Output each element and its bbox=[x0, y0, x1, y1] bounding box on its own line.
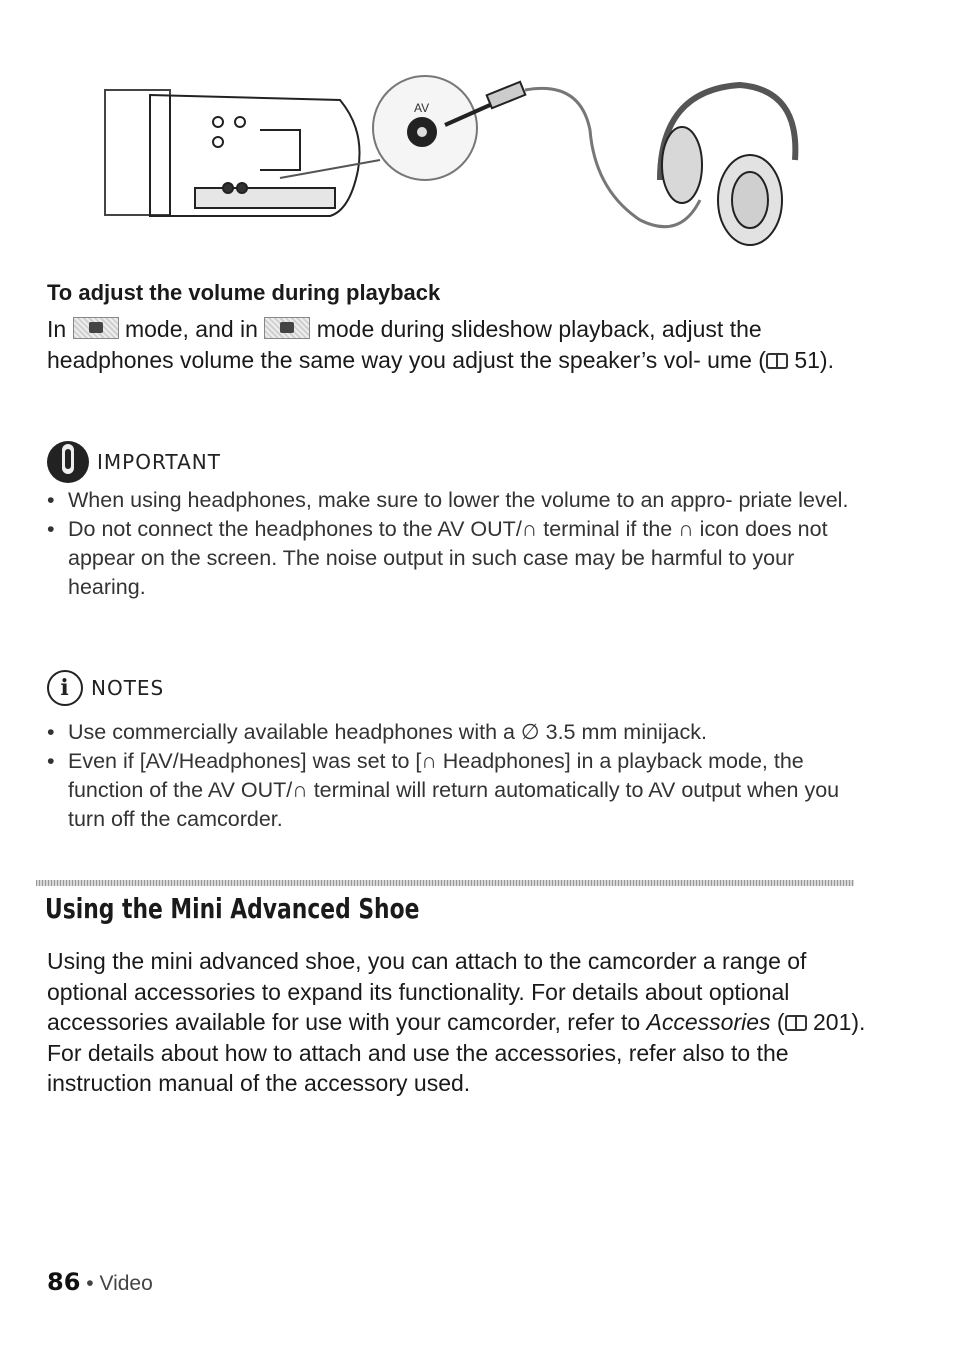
section-body-text-1: Using the mini advanced shoe, you can attach to the camcorder a range of optional accessories to expand its functionality. For details about optional accessories available for use with your camcorder, refer to bbox=[47, 948, 807, 1035]
photo-playback-mode-icon bbox=[264, 317, 310, 339]
av-jack-label: AV bbox=[414, 101, 430, 115]
section-body bbox=[47, 946, 877, 1099]
info-icon: i bbox=[47, 670, 83, 706]
section-title: Using the Mini Advanced Shoe bbox=[45, 892, 420, 925]
important-item: • When using headphones, make sure to lower the volume to an appro- priate level. bbox=[47, 486, 867, 515]
important-item: • Do not connect the headphones to the AV OUT/∩ terminal if the ∩ icon does not appear on the screen. The noise output in such case may be harmful to your hearing. bbox=[47, 515, 867, 602]
notes-item: • Even if [AV/Headphones] was set to [∩ Headphones] in a playback mode, the function of the AV OUT/∩ terminal will return automatically to AV output when you turn off the camcorder. bbox=[47, 747, 867, 834]
notes-list bbox=[47, 718, 867, 834]
paragraph-text-ref: 51). bbox=[787, 346, 834, 373]
accessories-reference: Accessories bbox=[646, 1009, 771, 1035]
important-list bbox=[47, 486, 867, 602]
playback-volume-paragraph bbox=[47, 314, 867, 375]
paragraph-text-in: In bbox=[47, 316, 67, 342]
notes-label: NOTES bbox=[91, 676, 165, 700]
section-body-text-3: 201). For details about how to attach and use the accessories, refer also to the instruction manual of the accessory used. bbox=[47, 1009, 866, 1096]
important-icon bbox=[47, 441, 89, 483]
important-label: IMPORTANT bbox=[97, 450, 221, 474]
book-reference-icon bbox=[766, 353, 788, 369]
section-divider bbox=[36, 880, 854, 886]
page-footer bbox=[47, 1268, 153, 1296]
section-body-text-2: ( bbox=[770, 1009, 785, 1035]
book-reference-icon bbox=[785, 1015, 807, 1031]
paragraph-text-mode1: mode, and in bbox=[118, 316, 265, 342]
notes-item: • Use commercially available headphones with a ∅ 3.5 mm minijack. bbox=[47, 718, 867, 747]
playback-mode-icon bbox=[73, 317, 119, 339]
camcorder-headphones-drawing bbox=[100, 70, 820, 270]
notes-label-row bbox=[47, 670, 164, 706]
page-number: 86 bbox=[47, 1268, 81, 1296]
headphones-connection-illustration bbox=[100, 70, 820, 270]
footer-section: Video bbox=[99, 1272, 153, 1295]
playback-volume-heading: To adjust the volume during playback bbox=[47, 280, 441, 305]
paragraph-text-mode2: mode during slideshow playback, adjust the headphones volume the same way you adjust the speaker’s vol- ume ( bbox=[47, 316, 766, 373]
footer-separator: • bbox=[80, 1272, 100, 1295]
important-label-row bbox=[47, 441, 221, 483]
